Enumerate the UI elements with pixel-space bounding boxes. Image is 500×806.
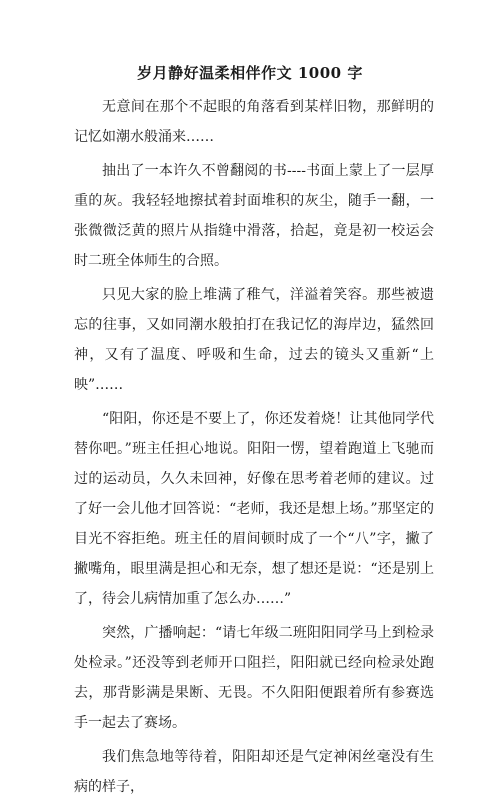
document-title: 岁月静好温柔相伴作文 1000 字 bbox=[137, 64, 363, 82]
paragraph: 无意间在那个不起眼的角落看到某样旧物，那鲜明的记忆如潮水般涌来…… bbox=[74, 99, 434, 145]
paragraph: 只见大家的脸上堆满了稚气，洋溢着笑容。那些被遗忘的往事，又如同潮水般拍打在我记忆的海岸边，猛然回神，又有了温度、呼吸和生命，过去的镜头又重新“上映”…… bbox=[74, 287, 434, 393]
document-body bbox=[74, 92, 434, 806]
paragraph: 突然，广播响起：“请七年级二班阳阳同学马上到检录处检录。”还没等到老师开口阻拦，阳阳就已经向检录处跑去，那背影满是果断、无畏。不久阳阳便跟着所有参赛选手一起去了赛场。 bbox=[74, 625, 434, 731]
paragraph: 我们焦急地等待着，阳阳却还是气定神闲丝毫没有生病的样子， bbox=[74, 749, 434, 795]
paragraph: 抽出了一本许久不曾翻阅的书----书面上蒙上了一层厚重的灰。我轻轻地擦拭着封面堆积的灰尘，随手一翻，一张微微泛黄的照片从指缝中滑落，拾起，竟是初一校运会时二班全体师生的合照。 bbox=[74, 163, 434, 269]
paragraph: “阳阳，你还是不要上了，你还发着烧！让其他同学代替你吧。”班主任担心地说。阳阳一愣，望着跑道上飞驰而过的运动员，久久未回神，好像在思考着老师的建议。过了好一会儿他才回答说：“老师，我还是想上场。”那坚定的目光不容拒绝。班主任的眉间顿时成了一个“八”字，撇了撇嘴角，眼里满是担心和无奈，想了想还是说：“还是别上了，待会儿病情加重了怎么办……” bbox=[74, 411, 434, 607]
